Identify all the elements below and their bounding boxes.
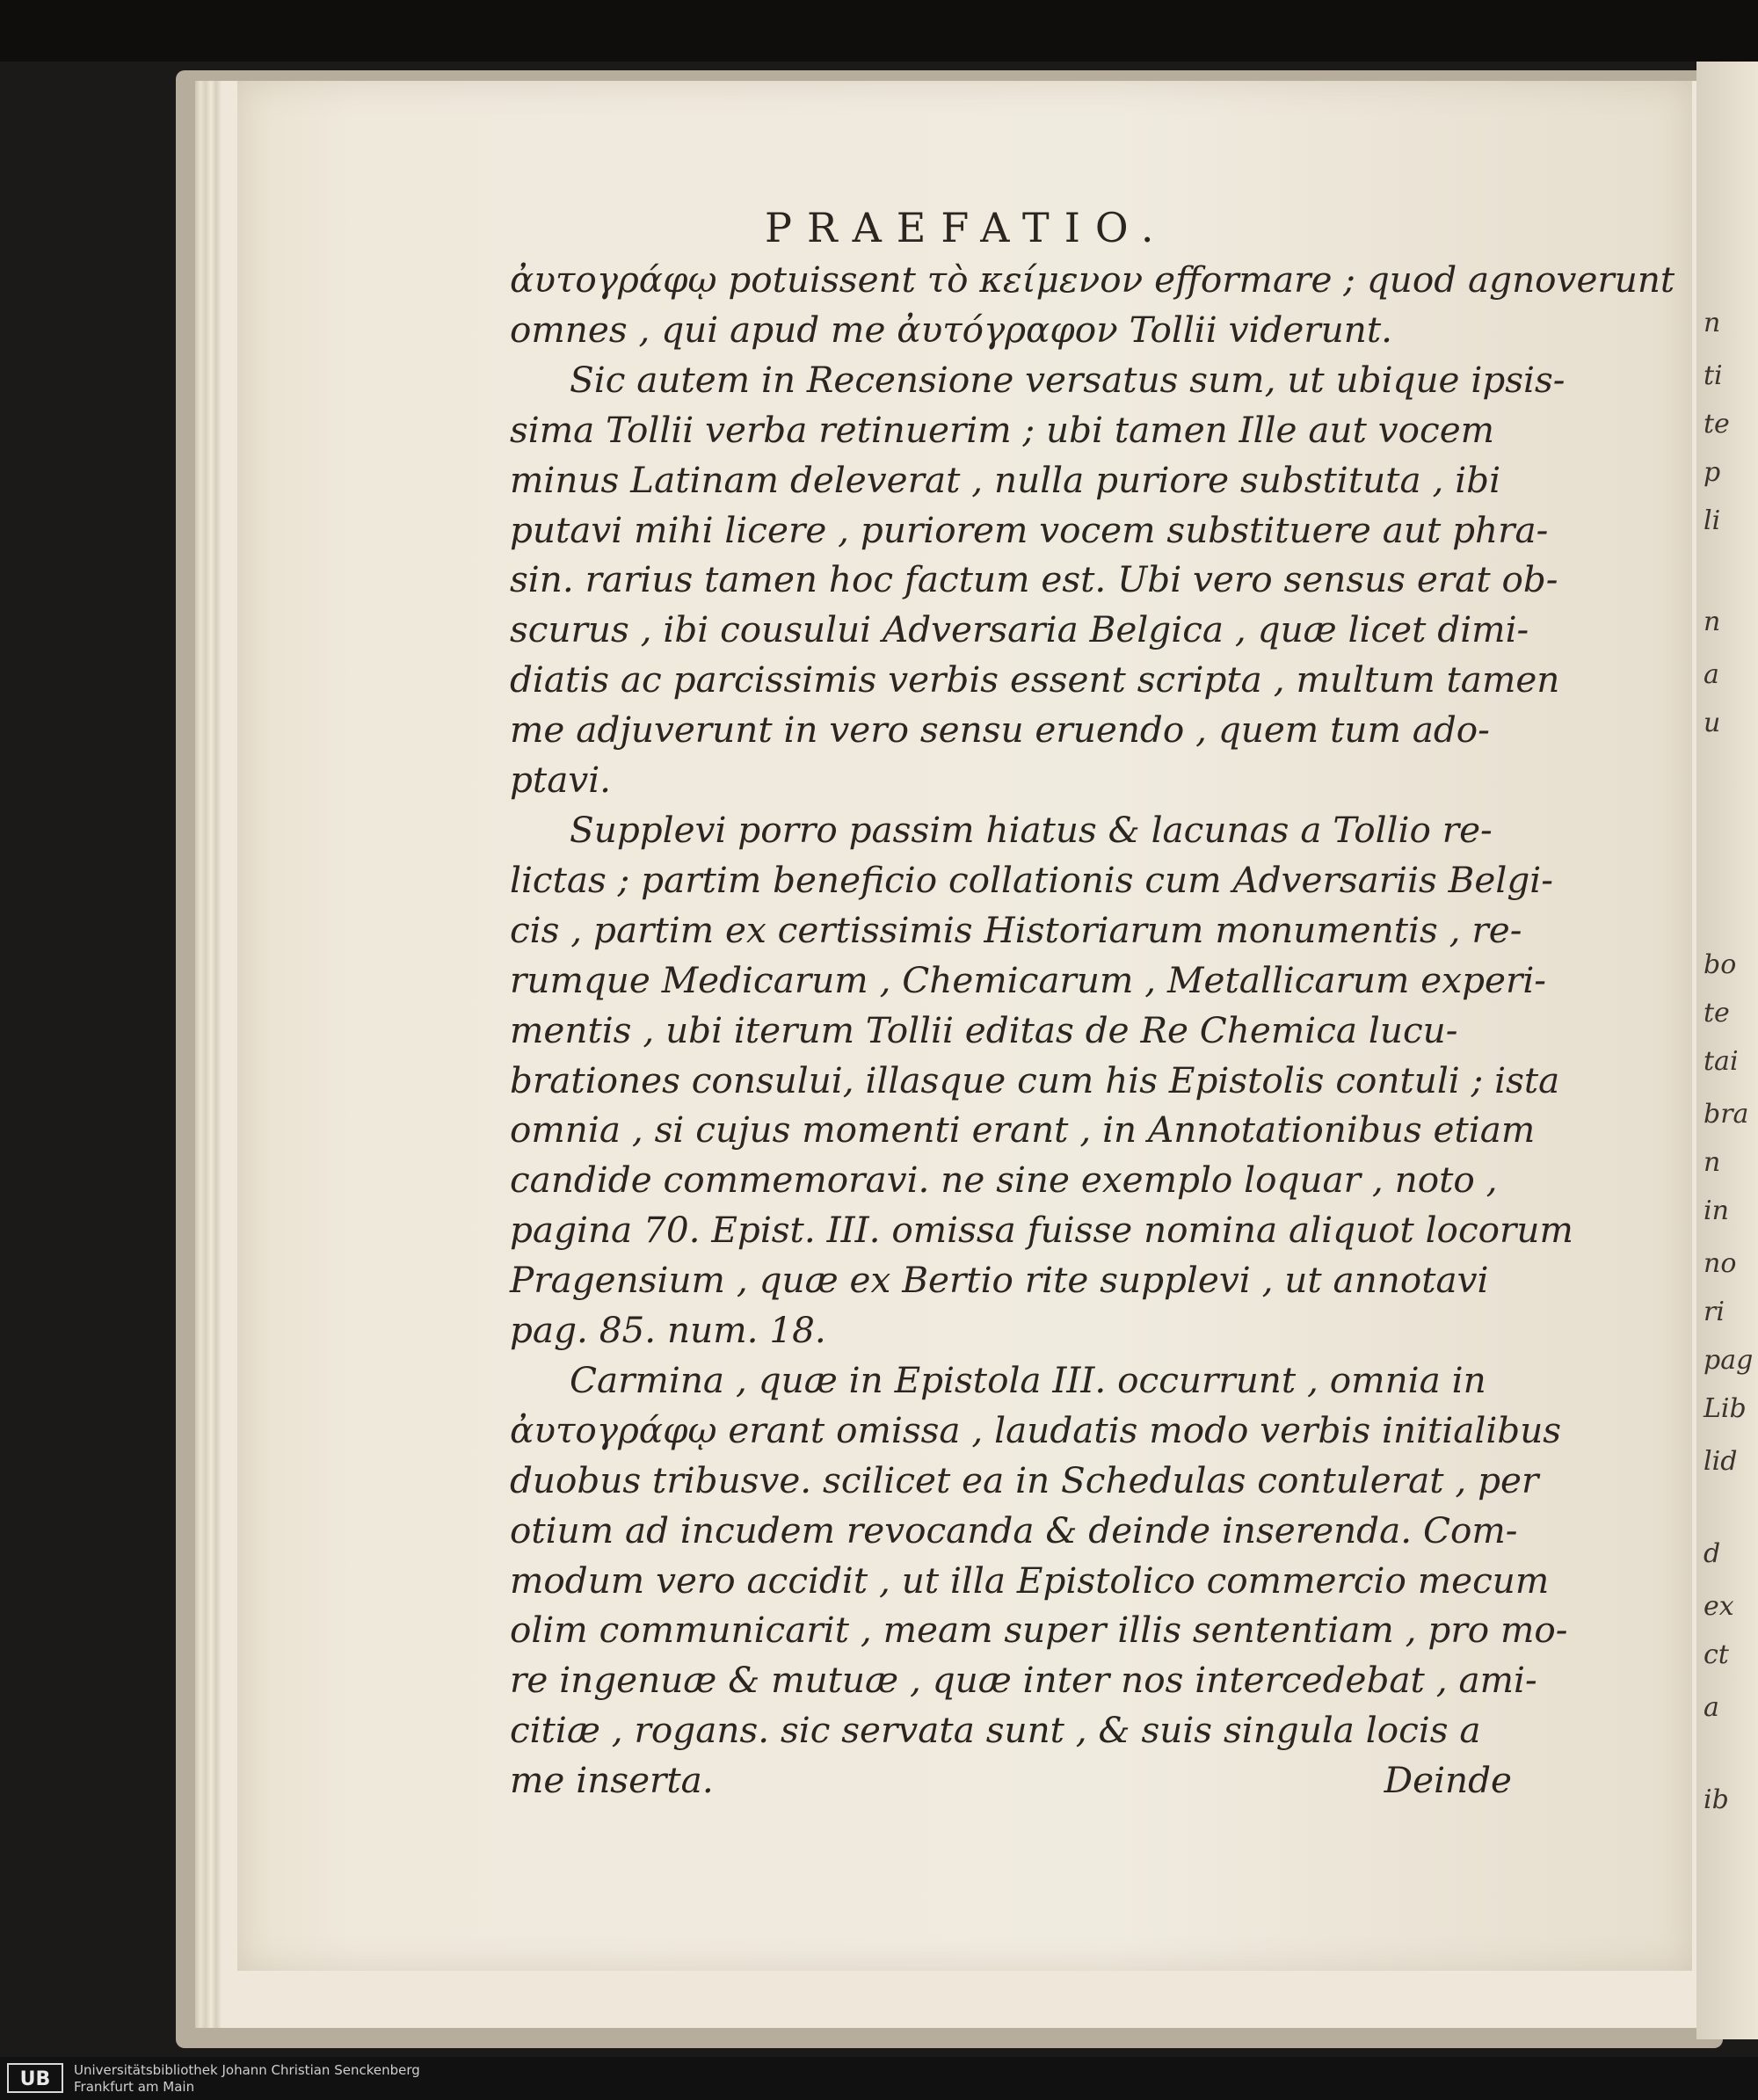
footer-bar <box>0 2057 1758 2100</box>
text-line: sima Tollii verba retinuerim ; ubi tamen Ille aut vocem <box>510 408 1495 451</box>
text-line: brationes consului, illasque cum his Epistolis contuli ; ista <box>510 1058 1560 1101</box>
library-logo: UB <box>7 2063 63 2093</box>
text-line: cis , partim ex certissimis Historiarum monumentis , re- <box>510 908 1522 951</box>
facing-page-fragment: li <box>1704 505 1721 536</box>
text-line: citiæ , rogans. sic servata sunt , & suis singula locis a <box>510 1709 1481 1752</box>
text-line: omnia , si cujus momenti erant , in Annotationibus etiam <box>510 1108 1536 1152</box>
catchword: Deinde <box>1384 1759 1512 1802</box>
facing-page-fragment: u <box>1704 708 1721 738</box>
text-line: ἀυτογράφῳ erant omissa , laudatis modo verbis initialibus <box>510 1408 1562 1451</box>
facing-page-fragment: n <box>1704 308 1721 338</box>
text-line: ἀυτογράφῳ potuissent τὸ κείμενον efformare ; quod agnoverunt <box>510 258 1675 301</box>
text-line: diatis ac parcissimis verbis essent scripta , multum tamen <box>510 658 1560 701</box>
text-line: Carmina , quæ in Epistola III. occurrunt , omnia in <box>570 1358 1486 1401</box>
facing-page-fragment: in <box>1704 1195 1729 1226</box>
facing-page-fragment: d <box>1704 1538 1721 1569</box>
text-line: candide commemoravi. ne sine exemplo loquar , noto , <box>510 1159 1498 1202</box>
text-line: sin. rarius tamen hoc factum est. Ubi vero sensus erat ob- <box>510 558 1558 601</box>
text-line: Sic autem in Recensione versatus sum, ut ubique ipsis- <box>570 358 1565 401</box>
text-line: ptavi. <box>510 759 612 802</box>
facing-page-fragment: pag <box>1704 1345 1754 1376</box>
library-name <box>74 2062 420 2096</box>
text-line: Pragensium , quæ ex Bertio rite supplevi , ut annotavi <box>510 1259 1489 1302</box>
facing-page-fragment: n <box>1704 607 1721 637</box>
facing-page-fragment: a <box>1704 659 1719 690</box>
facing-page-fragment: te <box>1704 409 1730 440</box>
running-head: PRAEFATIO. <box>765 204 1169 251</box>
body-text <box>510 255 1675 1806</box>
text-line: me inserta. <box>510 1759 714 1802</box>
facing-page-fragment: ib <box>1704 1784 1729 1815</box>
text-line: olim communicarit , meam super illis sententiam , pro mo- <box>510 1609 1568 1652</box>
text-line: Supplevi porro passim hiatus & lacunas a Tollio re- <box>570 808 1493 851</box>
facing-page-fragment: bra <box>1704 1099 1749 1130</box>
text-line: omnes , qui apud me ἀυτόγραφον Tollii viderunt. <box>510 308 1392 351</box>
facing-page-fragment: no <box>1704 1248 1737 1279</box>
facing-page-fragment: ti <box>1704 360 1723 391</box>
text-line: mentis , ubi iterum Tollii editas de Re Chemica lucu- <box>510 1008 1458 1051</box>
facing-page-fragment: ri <box>1704 1297 1725 1327</box>
facing-page-edge <box>1696 62 1758 2039</box>
facing-page-fragment: bo <box>1704 949 1737 980</box>
text-line: duobus tribusve. scilicet ea in Schedulas contulerat , per <box>510 1458 1539 1501</box>
library-name-line2: Frankfurt am Main <box>74 2079 195 2095</box>
text-line: minus Latinam deleverat , nulla puriore substituta , ibi <box>510 458 1501 501</box>
text-line: me adjuverunt in vero sensu eruendo , quem tum ado- <box>510 708 1490 752</box>
facing-page-fragment: lid <box>1704 1446 1738 1477</box>
facing-page-fragment: p <box>1704 457 1721 488</box>
text-line: re ingenuæ & mutuæ , quæ inter nos intercedebat , ami- <box>510 1659 1537 1702</box>
text-line: lictas ; partim beneficio collationis cum Adversariis Belgi- <box>510 858 1553 901</box>
text-line: otium ad incudem revocanda & deinde inserenda. Com- <box>510 1508 1518 1551</box>
facing-page-fragment: tai <box>1704 1046 1739 1077</box>
text-line: putavi mihi licere , puriorem vocem substituere aut phra- <box>510 508 1549 551</box>
facing-page-fragment: Lib <box>1704 1393 1747 1424</box>
library-name-line1: Universitätsbibliothek Johann Christian Senckenberg <box>74 2062 420 2078</box>
facing-page-fragment: ct <box>1704 1639 1729 1670</box>
facing-page-fragment: ex <box>1704 1591 1734 1622</box>
facing-page-fragment: a <box>1704 1692 1719 1723</box>
text-line: pag. 85. num. 18. <box>510 1309 826 1352</box>
text-line: modum vero accidit , ut illa Epistolico commercio mecum <box>510 1559 1550 1602</box>
scan-background-top <box>0 0 1758 62</box>
facing-page-fragment: n <box>1704 1147 1721 1178</box>
text-line: rumque Medicarum , Chemicarum , Metallicarum experi- <box>510 958 1546 1001</box>
text-line: scurus , ibi cousului Adversaria Belgica , quæ licet dimi- <box>510 608 1529 651</box>
text-line: pagina 70. Epist. III. omissa fuisse nomina aliquot locorum <box>510 1209 1573 1252</box>
facing-page-fragment: te <box>1704 998 1730 1028</box>
